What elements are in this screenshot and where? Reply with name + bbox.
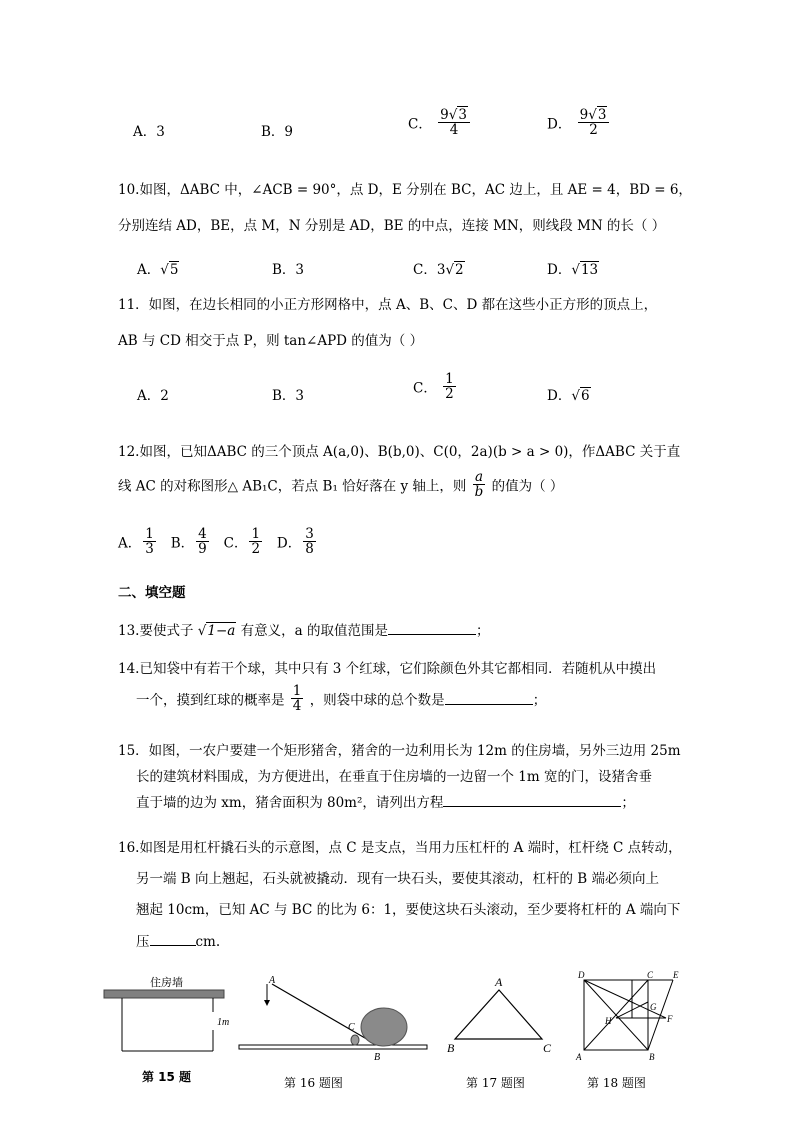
fulcrum [351,1035,359,1045]
q16-line2: 另一端 B 向上翘起，石头就被撬动．现有一块石头，要使其滚动，杠杆的 B 端必须向上 [136,871,660,887]
q10-option-a: A．√5 [137,262,179,278]
fraction: $\frac{a}{b}$ [474,469,484,501]
point-h-label: H [605,1016,612,1026]
fraction: $\frac{1}{3}$ [145,526,154,558]
figure-15-pigsty [100,972,230,1062]
fraction: $\frac{4}{9}$ [198,526,207,558]
q12-line2: 线 AC 的对称图形△ AB₁C，若点 B₁ 恰好落在 y 轴上，则 $\frac{a}{b}$ 的值为（ ） [118,469,564,501]
q16-line3: 翘起 10cm，已知 AC 与 BC 的比为 6：1，要使这块石头滚动，至少要将杠杆的 A 端向下 [136,902,681,918]
vertex-b-label: B [447,1041,455,1055]
q10-line1: 10.如图，ΔABC 中，∠ACB = 90°，点 D，E 分别在 BC，AC 边上，且 AE = 4，BD = 6， [118,182,692,198]
fraction: $\frac{1}{4}$ [292,683,302,715]
ground [239,1045,427,1049]
triangle-abc [455,990,542,1039]
q9-option-d: D． $\frac{9√3}{2}$ [547,108,611,137]
q11-option-c: C． $\frac{1}{2}$ [413,371,454,403]
house-wall [104,990,224,998]
q14-line2: 一个，摸到红球的概率是 $\frac{1}{4}$ ，则袋中球的总个数是 ； [136,683,547,715]
point-b-label: B [649,1052,655,1062]
figure-18-caption: 第 18 题图 [587,1076,646,1090]
q11-option-d: D．√6 [547,388,590,404]
force-arrowhead [264,1000,270,1006]
wall-label: 住房墙 [150,977,183,989]
point-b-label: B [374,1052,381,1062]
fraction: $\frac{9√3}{4}$ [438,108,470,137]
q11-line2: AB 与 CD 相交于点 P，则 tan∠APD 的值为（ ） [118,333,424,349]
point-e-label: E [673,970,679,980]
point-a-label: A [269,975,276,986]
point-f-label: F [667,1014,673,1024]
answer-blank[interactable] [445,692,533,705]
fraction: $\frac{1}{2}$ [445,371,454,403]
q16-line4: 压 cm. [136,934,221,950]
segment-df [584,980,666,1018]
q10-option-b: B．3 [272,262,305,278]
q11-line1: 11．如图，在边长相同的小正方形网格中，点 A、B、C、D 都在这些小正方形的顶点上， [118,297,658,313]
door-label: 1m [217,1017,230,1028]
answer-blank[interactable] [388,622,476,635]
figure-18-square [570,966,690,1066]
point-c-label: C [647,970,654,980]
q15-line2: 长的建筑材料围成，为方便进出，在垂直于住房墙的一边留一个 1m 宽的门，设猪舍垂 [136,769,652,785]
answer-blank[interactable] [443,794,621,807]
figure-16-caption: 第 16 题图 [284,1076,343,1090]
lever-bar [272,984,377,1045]
q9-option-c: C． $\frac{9√3}{4}$ [408,108,472,137]
q12-options: A． $\frac{1}{3}$ B． $\frac{4}{9}$ C． $\frac{1}{2}$ D． $\frac{3}{8}$ [118,526,314,558]
answer-blank[interactable] [150,933,196,946]
q9-option-b: B．9 [261,124,294,140]
q9-option-a: A．3 [133,124,165,140]
point-c-label: C [348,1022,355,1033]
q16-line1: 16.如图是用杠杆撬石头的示意图，点 C 是支点，当用力压杠杆的 A 端时，杠杆绕 C 点转动， [118,840,682,856]
figure-17-caption: 第 17 题图 [466,1076,525,1090]
q14-line1: 14.已知袋中有若干个球，其中只有 3 个红球，它们除颜色外其它都相同．若随机从中摸出 [118,661,657,677]
point-a-label: A [576,1052,582,1062]
q10-line2: 分别连结 AD，BE，点 M，N 分别是 AD，BE 的中点，连接 MN，则线段 MN 的长（ ） [118,218,666,234]
fraction: $\frac{1}{2}$ [251,526,261,558]
figure-16-lever [235,972,430,1062]
q10-option-c: C．3√2 [413,262,464,278]
q15-line3: 直于墙的边为 xm，猪舍面积为 80m²，请列出方程 ； [136,795,635,811]
rock [361,1008,407,1046]
point-d-label: D [578,970,585,980]
q10-option-d: D．√13 [547,262,599,278]
section-title: 二、填空题 [118,585,186,601]
q11-option-a: A．2 [137,388,169,404]
fraction: $\frac{3}{8}$ [305,526,314,558]
vertex-c-label: C [543,1041,552,1055]
figure-17-triangle [442,972,562,1064]
q13: 13.要使式子 √1−a 有意义，a 的取值范围是 ； [118,623,490,639]
vertex-a-label: A [495,975,503,989]
figure-15-caption: 第 15 题 [142,1070,192,1084]
q12-line1: 12.如图，已知ΔABC 的三个顶点 A(a,0)、B(b,0)、C(0，2a)(b > a > 0)，作ΔABC 关于直 [118,444,681,460]
q11-option-b: B．3 [272,388,305,404]
point-g-label: G [650,1002,657,1012]
fraction: $\frac{9√3}{2}$ [578,108,610,137]
q15-line1: 15．如图，一农户要建一个矩形猪舍，猪舍的一边利用长为 12m 的住房墙，另外三边用 25m [118,743,681,759]
